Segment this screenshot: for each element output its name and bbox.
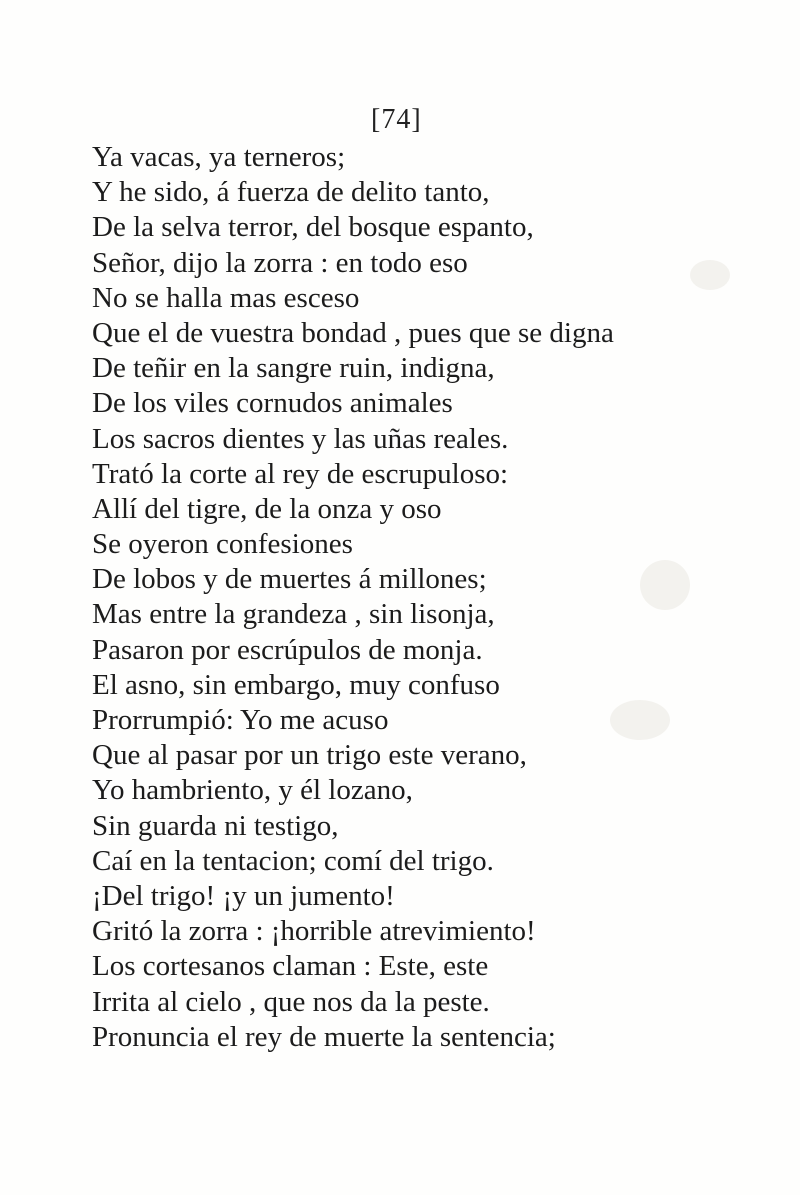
verse-line: Ya vacas, ya terneros; xyxy=(92,141,346,173)
verse-line: Mas entre la grandeza , sin lisonja, xyxy=(92,598,495,631)
verse-line: Señor, dijo la zorra : en todo eso xyxy=(92,246,468,279)
verse-line: Yo hambriento, y él lozano, xyxy=(92,774,413,807)
page-number: [74] xyxy=(371,104,422,135)
verse-line: Prorrumpió: Yo me acuso xyxy=(92,704,389,736)
verse-line: Caí en la tentacion; comí del trigo. xyxy=(92,844,494,877)
verse-line: Pronuncia el rey de muerte la sentencia; xyxy=(92,1020,556,1053)
verse-line: Que al pasar por un trigo este verano, xyxy=(92,739,527,772)
verse-line: No se halla mas esceso xyxy=(92,281,360,314)
verse-line: Pasaron por escrúpulos de monja. xyxy=(92,633,483,666)
verse-line: De teñir en la sangre ruin, indigna, xyxy=(92,352,495,385)
verse-line: Irrita al cielo , que nos da la peste. xyxy=(92,985,490,1018)
verse-line: De lobos y de muertes á millones; xyxy=(92,563,487,596)
verse-line: Allí del tigre, de la onza y oso xyxy=(92,492,442,525)
verse-line: De la selva terror, del bosque espanto, xyxy=(92,211,534,244)
verse-line: Y he sido, á fuerza de delito tanto, xyxy=(92,176,490,209)
verse-line: De los viles cornudos animales xyxy=(92,387,453,420)
verse-line: Que el de vuestra bondad , pues que se digna xyxy=(92,316,614,349)
verse-line: Los sacros dientes y las uñas reales. xyxy=(92,422,509,455)
verse-line: Sin guarda ni testigo, xyxy=(92,809,339,842)
verse-line: Se oyeron confesiones xyxy=(92,528,353,561)
verse-line: Trató la corte al rey de escrupuloso: xyxy=(92,457,509,490)
verse-line: ¡Del trigo! ¡y un jumento! xyxy=(92,879,395,912)
verse-line: El asno, sin embargo, muy confuso xyxy=(92,668,500,701)
verse-text xyxy=(92,140,732,1055)
verse-line: Gritó la zorra : ¡horrible atrevimiento! xyxy=(92,915,536,948)
verse-line: Los cortesanos claman : Este, este xyxy=(92,950,489,983)
